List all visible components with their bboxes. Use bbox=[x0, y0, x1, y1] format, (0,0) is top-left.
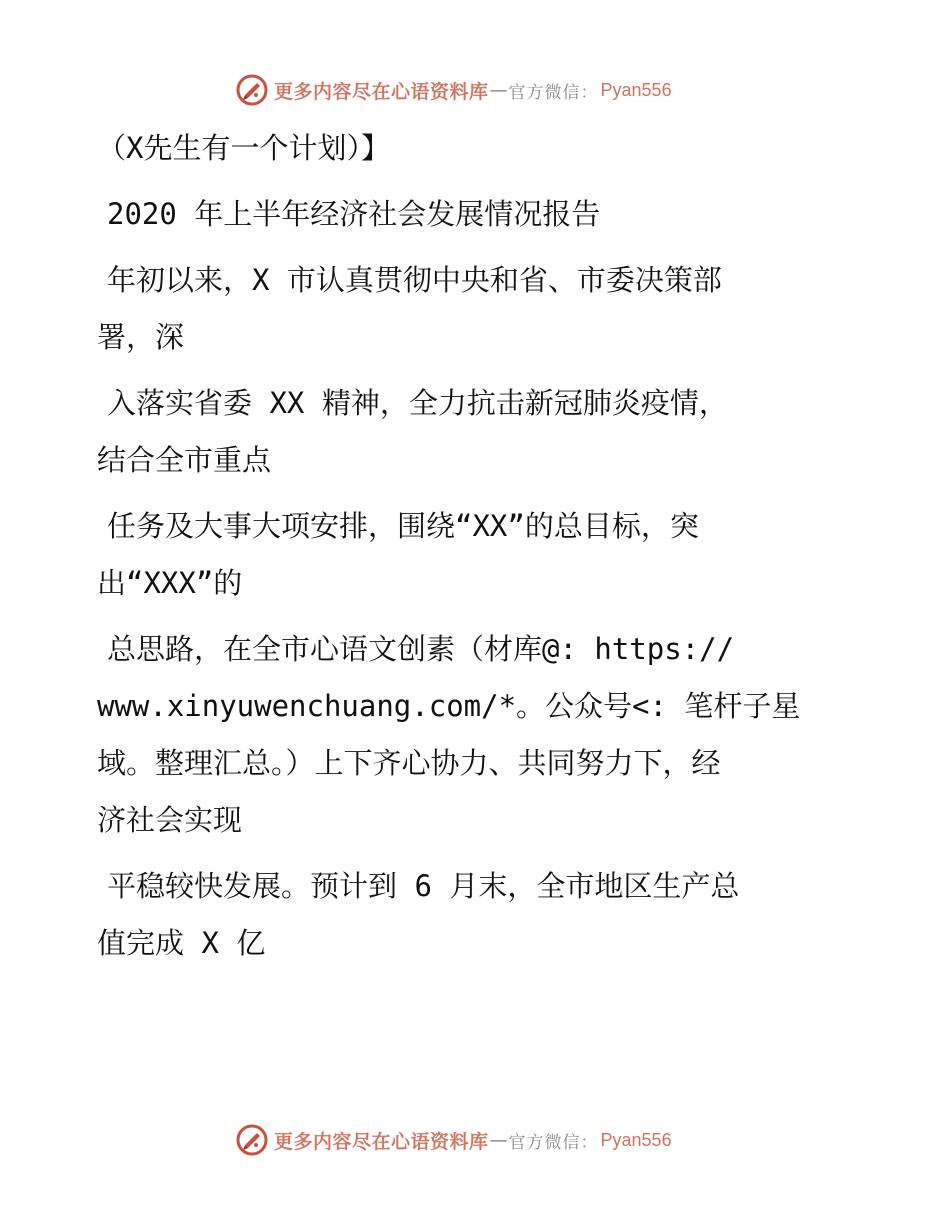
header-watermark bbox=[236, 73, 716, 107]
text-line: 出“XXX”的 bbox=[97, 566, 243, 600]
footer-watermark bbox=[236, 1123, 716, 1157]
watermark-separator: — bbox=[489, 79, 508, 101]
watermark-official-label: 官方微信： bbox=[508, 82, 599, 103]
text-line: 平稳较快发展。预计到 6 月末，全市地区生产总 bbox=[107, 869, 740, 903]
watermark-main-text: 更多内容尽在心语资料库 bbox=[274, 80, 489, 103]
document-body bbox=[97, 120, 857, 972]
watermark-separator: — bbox=[489, 1129, 508, 1151]
text-line: 值完成 X 亿 bbox=[97, 926, 266, 960]
watermark-wechat-id: Pyan556 bbox=[600, 79, 672, 100]
watermark-main-text: 更多内容尽在心语资料库 bbox=[274, 1130, 489, 1153]
text-line: （X先生有一个计划）】 bbox=[97, 131, 390, 165]
wechat-pen-logo-icon bbox=[236, 1124, 268, 1156]
text-line: 年初以来，X 市认真贯彻中央和省、市委决策部 bbox=[107, 263, 722, 297]
report-title: 2020 年上半年经济社会发展情况报告 bbox=[107, 197, 601, 231]
text-line: 结合全市重点 bbox=[97, 443, 272, 477]
text-line: www.xinyuwenchuang.com/*。公众号<: 笔杆子星 bbox=[97, 689, 801, 723]
watermark-official-label: 官方微信： bbox=[508, 1132, 599, 1153]
text-line: 署，深 bbox=[97, 320, 185, 354]
text-line: 济社会实现 bbox=[97, 803, 243, 837]
text-line: 域。整理汇总。）上下齐心协力、共同努力下，经 bbox=[97, 746, 721, 780]
text-line: 入落实省委 XX 精神，全力抗击新冠肺炎疫情， bbox=[107, 386, 728, 420]
text-line: 任务及大事大项安排，围绕“XX”的总目标，突 bbox=[107, 509, 699, 543]
watermark-wechat-id: Pyan556 bbox=[600, 1129, 672, 1150]
text-line: 总思路，在全市心语文创素（材库@: https:// bbox=[107, 632, 735, 666]
wechat-pen-logo-icon bbox=[236, 74, 268, 106]
